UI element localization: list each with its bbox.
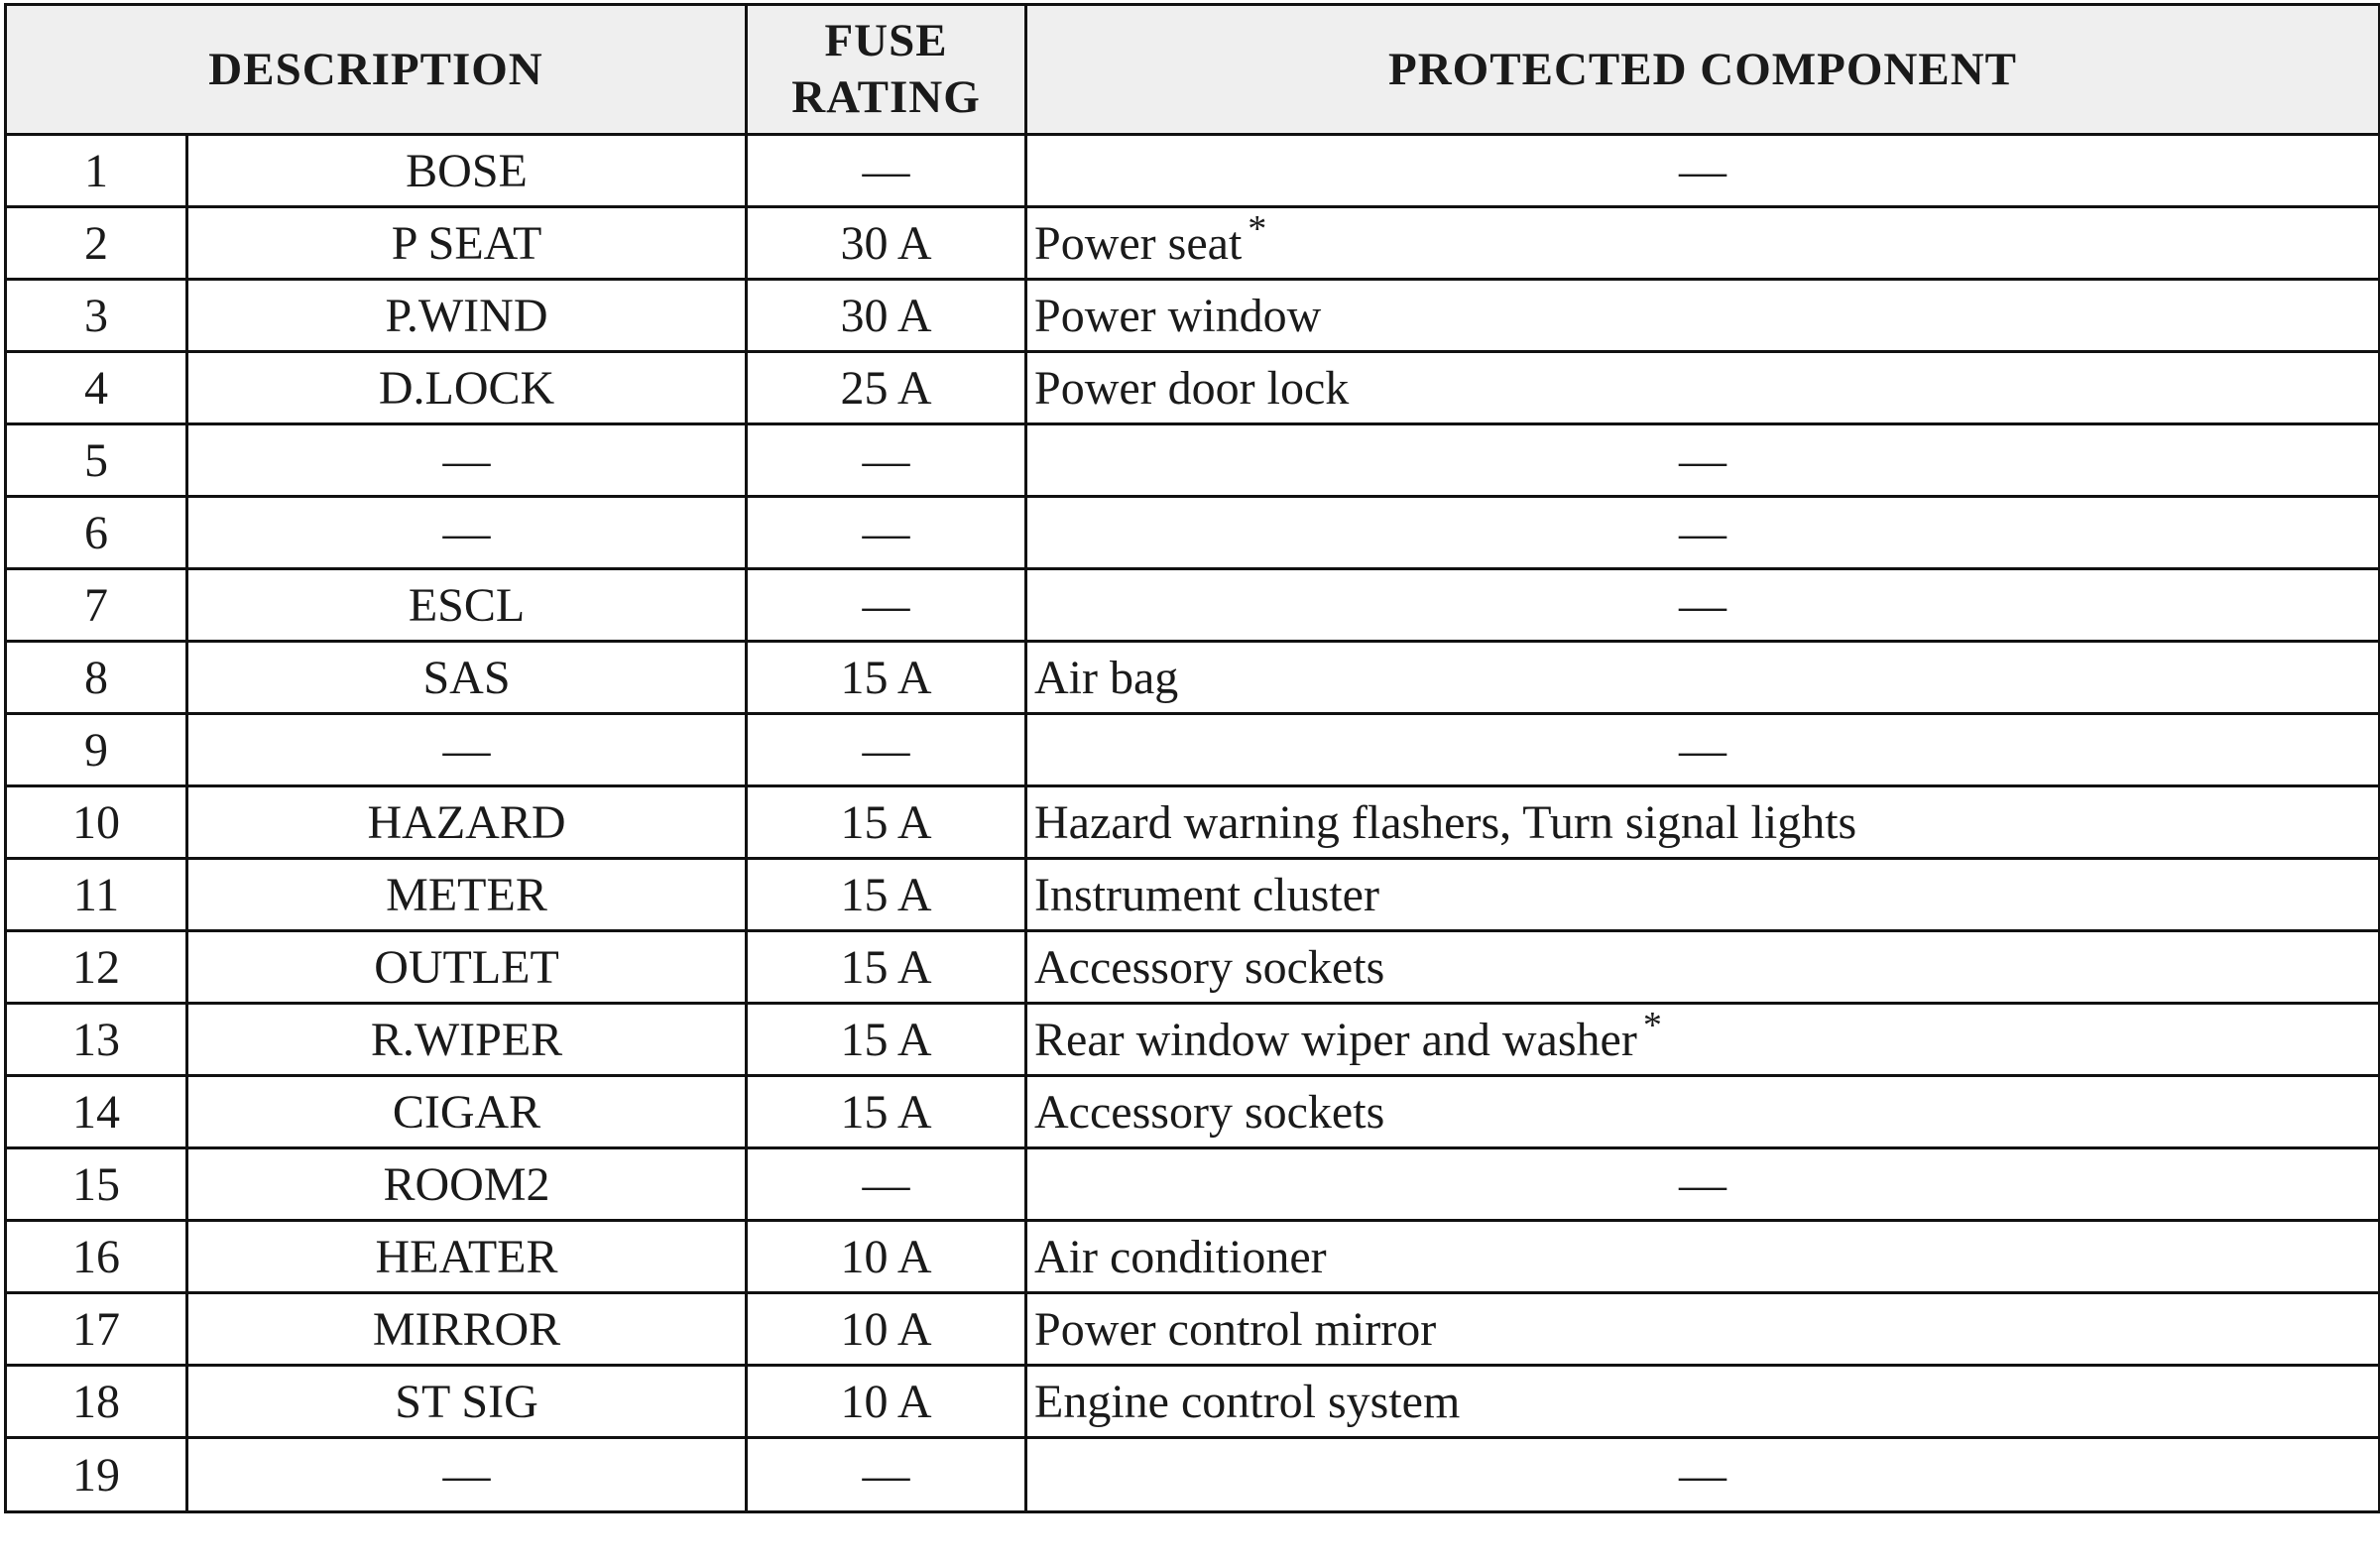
table-row: [6, 1366, 2380, 1438]
fuse-rating: 30 A: [747, 207, 1026, 280]
fuse-number: 16: [6, 1221, 187, 1293]
fuse-number: 14: [6, 1076, 187, 1148]
table-header: [6, 5, 2380, 135]
protected-component: [1026, 859, 2380, 931]
protected-component: [1026, 1221, 2380, 1293]
protected-component-text: Engine control system: [1034, 1375, 1461, 1428]
fuse-description: R.WIPER: [187, 1004, 747, 1076]
table-row: [6, 714, 2380, 786]
fuse-number: 10: [6, 786, 187, 859]
fuse-rating: —: [747, 424, 1026, 497]
protected-component: [1026, 714, 2380, 786]
protected-component: [1026, 1438, 2380, 1512]
fuse-number: 1: [6, 135, 187, 207]
protected-component-text: Air conditioner: [1034, 1230, 1327, 1283]
table-row: [6, 352, 2380, 424]
fuse-number: 18: [6, 1366, 187, 1438]
fuse-description: D.LOCK: [187, 352, 747, 424]
fuse-description: —: [187, 497, 747, 569]
fuse-description: ESCL: [187, 569, 747, 642]
protected-component-text: —: [1679, 1157, 1727, 1211]
fuse-rating: 15 A: [747, 642, 1026, 714]
protected-component-text: Power window: [1034, 289, 1322, 342]
protected-component: [1026, 207, 2380, 280]
fuse-description: P.WIND: [187, 280, 747, 352]
fuse-rating: —: [747, 135, 1026, 207]
table-row: [6, 931, 2380, 1004]
protected-component-text: —: [1679, 144, 1727, 197]
footnote-asterisk: *: [1248, 207, 1267, 250]
fuse-description: —: [187, 1438, 747, 1512]
fuse-rating: —: [747, 497, 1026, 569]
table-row: [6, 569, 2380, 642]
protected-component: [1026, 1366, 2380, 1438]
protected-component: [1026, 352, 2380, 424]
protected-component: [1026, 1004, 2380, 1076]
table-row: [6, 1221, 2380, 1293]
protected-component-text: —: [1679, 433, 1727, 487]
table-row: [6, 786, 2380, 859]
fuse-description: MIRROR: [187, 1293, 747, 1366]
table-row: [6, 280, 2380, 352]
protected-component-text: —: [1679, 723, 1727, 777]
header-fuse-rating-line1: FUSE: [824, 15, 948, 66]
fuse-rating: 25 A: [747, 352, 1026, 424]
table-row: [6, 424, 2380, 497]
protected-component-text: Air bag: [1034, 651, 1179, 704]
fuse-description: SAS: [187, 642, 747, 714]
fuse-rating: 10 A: [747, 1366, 1026, 1438]
protected-component-text: Power seat: [1034, 216, 1243, 270]
protected-component: [1026, 1148, 2380, 1221]
header-fuse-rating-line2: RATING: [791, 71, 981, 123]
fuse-number: 5: [6, 424, 187, 497]
table-row: [6, 207, 2380, 280]
fuse-rating: —: [747, 1438, 1026, 1512]
fuse-rating: 30 A: [747, 280, 1026, 352]
fuse-description: BOSE: [187, 135, 747, 207]
fuse-description: —: [187, 424, 747, 497]
header-fuse-rating: [747, 5, 1026, 135]
fuse-number: 17: [6, 1293, 187, 1366]
fuse-rating: 15 A: [747, 1076, 1026, 1148]
protected-component: [1026, 280, 2380, 352]
protected-component-text: —: [1679, 1448, 1727, 1502]
table-row: [6, 1148, 2380, 1221]
fuse-number: 11: [6, 859, 187, 931]
protected-component: [1026, 642, 2380, 714]
fuse-description: OUTLET: [187, 931, 747, 1004]
fuse-table: [4, 3, 2380, 1513]
fuse-number: 2: [6, 207, 187, 280]
header-row: [6, 5, 2380, 135]
fuse-description: ROOM2: [187, 1148, 747, 1221]
protected-component: [1026, 424, 2380, 497]
protected-component-text: Instrument cluster: [1034, 868, 1379, 921]
fuse-rating: 15 A: [747, 859, 1026, 931]
table-row: [6, 1076, 2380, 1148]
protected-component: [1026, 569, 2380, 642]
fuse-rating: —: [747, 569, 1026, 642]
table-row: [6, 859, 2380, 931]
protected-component-text: Power control mirror: [1034, 1302, 1437, 1356]
protected-component: [1026, 786, 2380, 859]
footnote-asterisk: *: [1642, 1004, 1662, 1046]
fuse-description: CIGAR: [187, 1076, 747, 1148]
fuse-number: 19: [6, 1438, 187, 1512]
protected-component: [1026, 1076, 2380, 1148]
fuse-number: 9: [6, 714, 187, 786]
protected-component: [1026, 1293, 2380, 1366]
protected-component-text: —: [1679, 578, 1727, 632]
protected-component-text: Hazard warning flashers, Turn signal lights: [1034, 795, 1857, 849]
fuse-description: METER: [187, 859, 747, 931]
fuse-description: P SEAT: [187, 207, 747, 280]
table-row: [6, 497, 2380, 569]
fuse-rating: —: [747, 1148, 1026, 1221]
table-body: [6, 135, 2380, 1512]
protected-component-text: Accessory sockets: [1034, 940, 1385, 994]
header-description: DESCRIPTION: [6, 5, 747, 135]
fuse-description: ST SIG: [187, 1366, 747, 1438]
fuse-number: 8: [6, 642, 187, 714]
fuse-description: —: [187, 714, 747, 786]
fuse-number: 12: [6, 931, 187, 1004]
fuse-number: 4: [6, 352, 187, 424]
fuse-rating: —: [747, 714, 1026, 786]
table-row: [6, 1004, 2380, 1076]
table-row: [6, 1438, 2380, 1512]
fuse-number: 6: [6, 497, 187, 569]
fuse-number: 13: [6, 1004, 187, 1076]
fuse-rating: 15 A: [747, 931, 1026, 1004]
protected-component: [1026, 135, 2380, 207]
fuse-rating: 10 A: [747, 1293, 1026, 1366]
protected-component-text: Power door lock: [1034, 361, 1350, 415]
protected-component: [1026, 497, 2380, 569]
table-row: [6, 1293, 2380, 1366]
table-row: [6, 135, 2380, 207]
protected-component-text: —: [1679, 506, 1727, 559]
protected-component-text: Accessory sockets: [1034, 1085, 1385, 1139]
fuse-rating: 15 A: [747, 786, 1026, 859]
fuse-rating: 15 A: [747, 1004, 1026, 1076]
fuse-description: HEATER: [187, 1221, 747, 1293]
fuse-description: HAZARD: [187, 786, 747, 859]
fuse-number: 7: [6, 569, 187, 642]
table-row: [6, 642, 2380, 714]
fuse-rating: 10 A: [747, 1221, 1026, 1293]
fuse-number: 3: [6, 280, 187, 352]
protected-component: [1026, 931, 2380, 1004]
fuse-number: 15: [6, 1148, 187, 1221]
header-protected-component: PROTECTED COMPONENT: [1026, 5, 2380, 135]
protected-component-text: Rear window wiper and washer: [1034, 1013, 1637, 1066]
